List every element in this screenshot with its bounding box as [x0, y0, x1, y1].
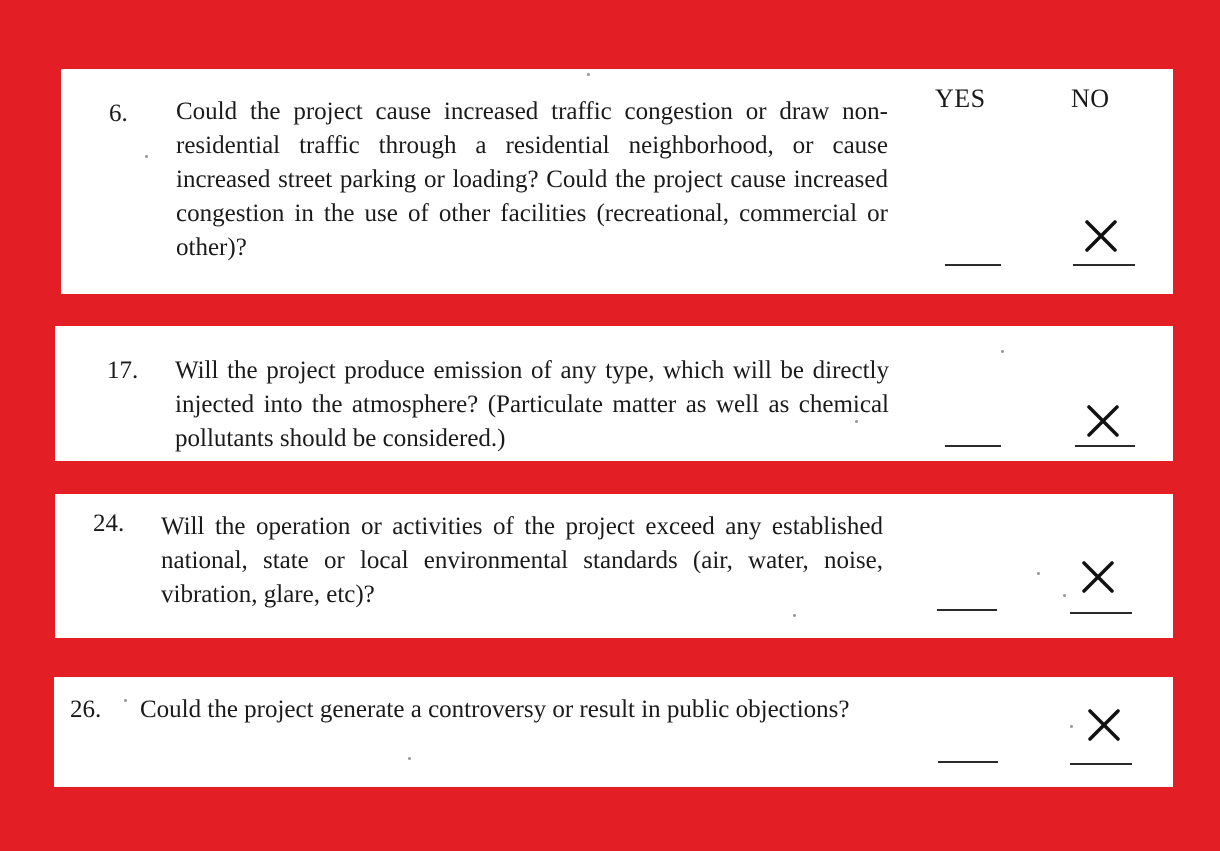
question-panel-24 [55, 494, 1173, 638]
question-panel-17 [55, 326, 1173, 461]
scan-speck [408, 757, 411, 760]
question-text: Could the project generate a controversy or result in public objections? [140, 696, 850, 723]
yes-column-header: YES [935, 84, 986, 113]
x-mark-icon [1084, 705, 1124, 745]
no-answer-blank[interactable] [1075, 445, 1135, 447]
no-answer-blank[interactable] [1070, 763, 1132, 765]
question-text: Will the operation or activities of the project exceed any established national, state or local environmental standards (air, water, noise, vibration, glare, etc)? [161, 513, 883, 608]
scan-speck [793, 614, 796, 617]
scan-speck [587, 73, 590, 76]
no-answer-blank[interactable] [1070, 612, 1132, 614]
yes-answer-blank[interactable] [945, 445, 1001, 447]
x-mark-icon [1083, 401, 1123, 441]
no-answer-blank[interactable] [1073, 264, 1135, 266]
question-text: Could the project cause increased traffic congestion or draw non-residential traffic through a residential neighborhood, or cause increased street parking or loading? Could the project cause increased congestion in the use of other facilities (recreational, commercial or other)? [176, 98, 888, 261]
x-mark-icon [1078, 557, 1118, 597]
scan-speck [1001, 350, 1004, 353]
scan-speck [145, 155, 148, 158]
yes-answer-blank[interactable] [937, 609, 997, 611]
scan-speck [124, 699, 127, 702]
question-number: 24. [93, 510, 125, 537]
x-mark-icon [1081, 216, 1121, 256]
question-number: 17. [107, 357, 139, 384]
question-panel-6 [61, 69, 1173, 294]
question-number: 6. [109, 100, 128, 127]
question-panel-26 [54, 677, 1173, 787]
scan-speck [1070, 725, 1073, 728]
question-text: Will the project produce emission of any type, which will be directly injected into the atmosphere? (Particulate matter as well as chemical pollutants should be considered.) [175, 357, 889, 452]
yes-answer-blank[interactable] [938, 761, 998, 763]
question-number: 26. [70, 696, 102, 723]
scan-speck [1063, 594, 1066, 597]
scan-speck [855, 420, 858, 423]
scan-speck [1037, 572, 1040, 575]
no-column-header: NO [1071, 84, 1110, 113]
yes-answer-blank[interactable] [945, 264, 1001, 266]
